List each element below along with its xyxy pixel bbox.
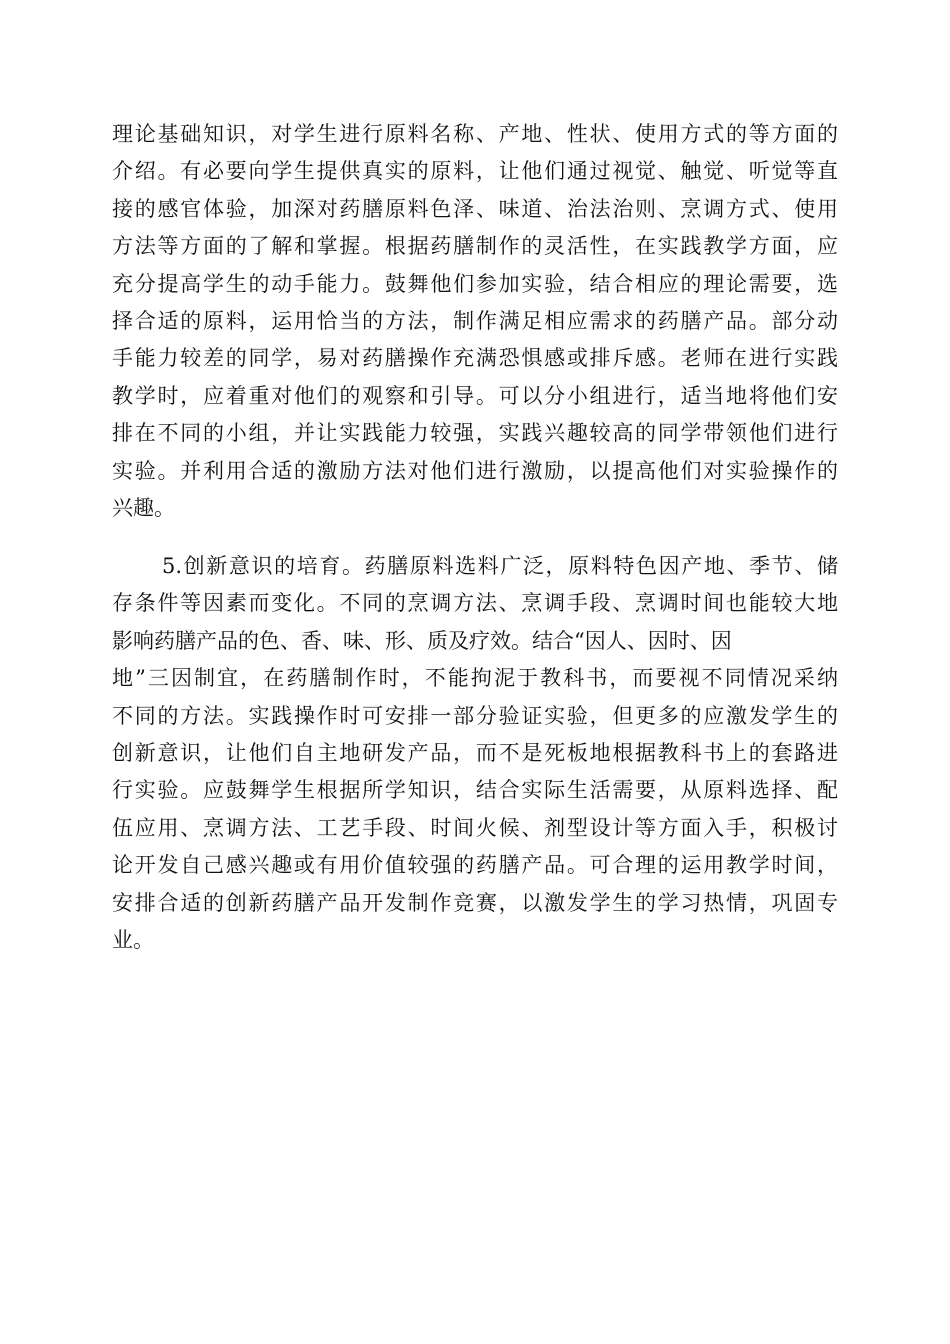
paragraph-line: 充分提高学生的动手能力。鼓舞他们参加实验，结合相应的理论需要，选 [112, 271, 838, 296]
paragraph-line: 介绍。有必要向学生提供真实的原料，让他们通过视觉、触觉、听觉等直 [112, 159, 838, 184]
paragraph-1 [112, 116, 838, 527]
paragraph-line: 实验。并利用合适的激励方法对他们进行激励，以提高他们对实验操作的 [112, 458, 838, 483]
paragraph-line: 影响药膳产品的色、香、味、形、质及疗效。结合“因人、因时、因 [112, 628, 732, 653]
paragraph-line: 方法等方面的了解和掌握。根据药膳制作的灵活性，在实践教学方面，应 [112, 234, 838, 259]
paragraph-line: 创新意识，让他们自主地研发产品，而不是死板地根据教科书上的套路进 [112, 740, 838, 765]
paragraph-line: 择合适的原料，运用恰当的方法，制作满足相应需求的药膳产品。部分动 [112, 308, 838, 333]
paragraph-2 [112, 548, 838, 959]
paragraph-line: 排在不同的小组，并让实践能力较强，实践兴趣较高的同学带领他们进行 [112, 421, 838, 446]
paragraph-line: 行实验。应鼓舞学生根据所学知识，结合实际生活需要，从原料选择、配 [112, 778, 838, 803]
paragraph-line: 伍应用、烹调方法、工艺手段、时间火候、剂型设计等方面入手，积极讨 [112, 815, 838, 840]
paragraph-line: 地”三因制宜，在药膳制作时，不能拘泥于教科书，而要视不同情况采纳 [112, 666, 838, 691]
paragraph-line: 5.创新意识的培育。药膳原料选料广泛，原料特色因产地、季节、储 [162, 554, 838, 578]
paragraph-line: 安排合适的创新药膳产品开发制作竞赛，以激发学生的学习热情，巩固专 [112, 890, 838, 915]
paragraph-line: 存条件等因素而变化。不同的烹调方法、烹调手段、烹调时间也能较大地 [112, 591, 838, 616]
paragraph-line: 手能力较差的同学，易对药膳操作充满恐惧感或排斥感。老师在进行实践 [112, 346, 838, 371]
paragraph-line: 教学时，应着重对他们的观察和引导。可以分小组进行，适当地将他们安 [112, 383, 838, 408]
paragraph-line: 论开发自己感兴趣或有用价值较强的药膳产品。可合理的运用教学时间， [112, 853, 838, 878]
paragraph-line: 业。 [112, 927, 154, 952]
paragraph-line: 接的感官体验，加深对药膳原料色泽、味道、治法治则、烹调方式、使用 [112, 196, 838, 221]
paragraph-line: 兴趣。 [112, 495, 175, 520]
paragraph-line: 理论基础知识，对学生进行原料名称、产地、性状、使用方式的等方面的 [112, 122, 838, 146]
paragraph-line: 不同的方法。实践操作时可安排一部分验证实验，但更多的应激发学生的 [112, 703, 838, 728]
